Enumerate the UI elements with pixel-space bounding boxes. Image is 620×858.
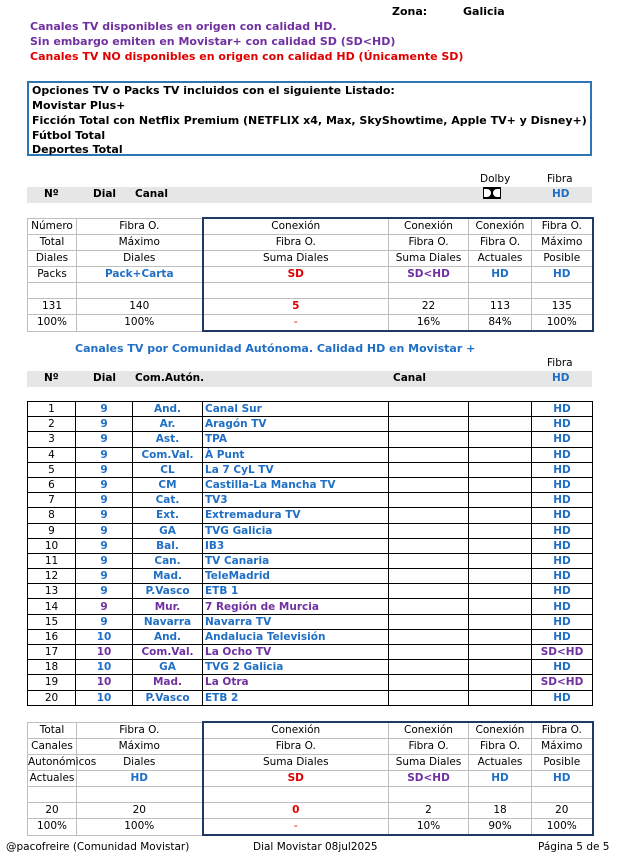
channel-row (28, 599, 593, 614)
summary-row (28, 299, 593, 315)
channel-empty (389, 477, 469, 492)
channel-row (28, 645, 593, 660)
channel-community: P.Vasco (133, 690, 203, 705)
footer-page: Página 5 de 5 (538, 841, 610, 853)
hd-header: HD (552, 188, 570, 200)
channel-quality: SD<HD (532, 675, 593, 690)
channel-row (28, 675, 593, 690)
summary-cell: 5 (203, 299, 389, 315)
channel-empty (469, 629, 532, 644)
channel-empty (389, 599, 469, 614)
summary-cell: 131 (28, 299, 77, 315)
summary-cell: Canales (28, 739, 77, 755)
summary-row (28, 315, 593, 332)
channel-empty (389, 493, 469, 508)
hd-header-2: HD (552, 372, 570, 384)
channel-empty (469, 477, 532, 492)
channel-quality: HD (532, 477, 593, 492)
summary-cell: 100% (532, 315, 593, 332)
legend-sd-line: Canales TV NO disponibles en origen con calidad HD (Únicamente SD) (30, 50, 464, 63)
channel-number: 14 (28, 599, 76, 614)
summary-row (28, 787, 593, 803)
channel-empty (469, 584, 532, 599)
summary-cell: HD (469, 267, 532, 283)
channel-name: ETB 2 (203, 690, 389, 705)
summary-cell: Diales (28, 251, 77, 267)
summary-row (28, 803, 593, 819)
channel-quality: HD (532, 614, 593, 629)
channel-dial: 10 (76, 675, 133, 690)
channel-community: Mur. (133, 599, 203, 614)
channel-empty (469, 402, 532, 417)
summary-row (28, 235, 593, 251)
summary-cell: 18 (469, 803, 532, 819)
channel-empty (389, 523, 469, 538)
summary-row (28, 251, 593, 267)
channel-community: Mad. (133, 675, 203, 690)
col-num-header-2: Nº (44, 372, 59, 384)
legend-sdhd-line: Sin embargo emiten en Movistar+ con calidad SD (SD<HD) (30, 35, 396, 48)
channel-community: Ast. (133, 432, 203, 447)
summary-cell: Fibra O. (469, 739, 532, 755)
channel-name: Extremadura TV (203, 508, 389, 523)
channel-community: Com.Val. (133, 447, 203, 462)
summary-row (28, 218, 593, 235)
channel-empty (389, 402, 469, 417)
channel-name: Navarra TV (203, 614, 389, 629)
col-num-header: Nº (44, 188, 59, 200)
summary-cell: Posible (532, 755, 593, 771)
channel-number: 3 (28, 432, 76, 447)
footer-author: @pacofreire (Comunidad Movistar) (6, 841, 190, 853)
channel-number: 17 (28, 645, 76, 660)
channel-empty (389, 660, 469, 675)
channel-quality: HD (532, 629, 593, 644)
channel-empty (469, 462, 532, 477)
channel-empty (469, 447, 532, 462)
summary-cell: 16% (389, 315, 469, 332)
channel-empty (389, 614, 469, 629)
summary-cell: Máximo (532, 235, 593, 251)
channel-dial: 9 (76, 462, 133, 477)
col-canal-header-2: Canal (393, 372, 426, 384)
summary-cell: Suma Diales (203, 251, 389, 267)
channel-quality: HD (532, 660, 593, 675)
channel-quality: HD (532, 538, 593, 553)
channel-name: La Otra (203, 675, 389, 690)
col-canal-header: Canal (135, 188, 168, 200)
channel-dial: 9 (76, 447, 133, 462)
channel-number: 15 (28, 614, 76, 629)
summary-cell: Suma Diales (389, 251, 469, 267)
channel-name: La 7 CyL TV (203, 462, 389, 477)
channel-number: 6 (28, 477, 76, 492)
channel-name: TPA (203, 432, 389, 447)
summary-row (28, 819, 593, 836)
channel-community: Bal. (133, 538, 203, 553)
summary-cell (28, 787, 77, 803)
channel-quality: HD (532, 432, 593, 447)
summary-cell: 84% (469, 315, 532, 332)
summary-cell: Fibra O. (203, 235, 389, 251)
summary-cell: Conexión (203, 218, 389, 235)
channel-row (28, 538, 593, 553)
summary-cell: HD (532, 267, 593, 283)
channel-number: 12 (28, 569, 76, 584)
channel-empty (469, 645, 532, 660)
channel-empty (469, 614, 532, 629)
channel-dial: 9 (76, 584, 133, 599)
summary-cell: 20 (28, 803, 77, 819)
summary-cell (389, 787, 469, 803)
channel-empty (389, 553, 469, 568)
channel-dial: 9 (76, 402, 133, 417)
summary-cell: Máximo (77, 739, 203, 755)
summary-cell: Conexión (469, 218, 532, 235)
summary-cell: Conexión (203, 722, 389, 739)
channel-quality: HD (532, 584, 593, 599)
channel-row (28, 553, 593, 568)
channel-number: 16 (28, 629, 76, 644)
channel-quality: HD (532, 569, 593, 584)
channel-dial: 9 (76, 569, 133, 584)
channel-quality: HD (532, 690, 593, 705)
channel-quality: SD<HD (532, 645, 593, 660)
channel-community: GA (133, 660, 203, 675)
channel-community: Can. (133, 553, 203, 568)
section2-title: Canales TV por Comunidad Autónoma. Calidad HD en Movistar + (75, 342, 476, 355)
summary-cell: Conexión (389, 722, 469, 739)
channel-community: CL (133, 462, 203, 477)
summary-cell: Fibra O. (469, 235, 532, 251)
summary-cell: 100% (532, 819, 593, 836)
channel-row (28, 523, 593, 538)
channel-dial: 10 (76, 660, 133, 675)
summary-row (28, 771, 593, 787)
summary-cell: SD<HD (389, 771, 469, 787)
channel-community: GA (133, 523, 203, 538)
channel-row (28, 493, 593, 508)
channel-name: Aragón TV (203, 417, 389, 432)
channel-number: 5 (28, 462, 76, 477)
channel-quality: HD (532, 402, 593, 417)
channel-name: TV3 (203, 493, 389, 508)
channel-dial: 9 (76, 508, 133, 523)
summary-cell (532, 283, 593, 299)
summary-cell: Pack+Carta (77, 267, 203, 283)
summary-cell: 100% (77, 315, 203, 332)
channel-row (28, 569, 593, 584)
summary-row (28, 267, 593, 283)
channel-row (28, 508, 593, 523)
summary-cell: Fibra O. (389, 235, 469, 251)
channel-dial: 9 (76, 553, 133, 568)
channel-name: La Ocho TV (203, 645, 389, 660)
channel-community: And. (133, 629, 203, 644)
channel-dial: 9 (76, 477, 133, 492)
channel-row (28, 690, 593, 705)
summary-cell: 10% (389, 819, 469, 836)
channel-quality: HD (532, 462, 593, 477)
summary-cell: HD (469, 771, 532, 787)
summary-cell: Autonómicos (28, 755, 77, 771)
footer-title: Dial Movistar 08jul2025 (253, 841, 378, 853)
channels-table (27, 401, 593, 706)
summary-cell: 100% (28, 315, 77, 332)
channel-quality: HD (532, 493, 593, 508)
channel-row (28, 584, 593, 599)
channel-name: TeleMadrid (203, 569, 389, 584)
channel-dial: 10 (76, 645, 133, 660)
channel-row (28, 462, 593, 477)
summary-cell (469, 787, 532, 803)
summary-cell: Actuales (28, 771, 77, 787)
summary-cell: HD (532, 771, 593, 787)
summary-cell: 22 (389, 299, 469, 315)
legend-hd-line: Canales TV disponibles en origen con calidad HD. (30, 20, 337, 33)
option-item: Ficción Total con Netflix Premium (NETFLIX x4, Max, SkyShowtime, Apple TV+ y Disney+) (32, 114, 587, 127)
channel-dial: 9 (76, 493, 133, 508)
channel-empty (469, 538, 532, 553)
summary-table-2 (27, 721, 594, 836)
summary-cell: Fibra O. (389, 739, 469, 755)
channel-empty (389, 508, 469, 523)
summary-cell: 0 (203, 803, 389, 819)
packs-options-box (27, 81, 592, 156)
channel-name: 7 Región de Murcia (203, 599, 389, 614)
summary-cell: Fibra O. (77, 218, 203, 235)
channel-number: 1 (28, 402, 76, 417)
channel-row (28, 477, 593, 492)
channel-name: À Punt (203, 447, 389, 462)
summary-cell: Conexión (389, 218, 469, 235)
channel-number: 7 (28, 493, 76, 508)
channel-empty (389, 584, 469, 599)
channel-name: Andalucia Televisión (203, 629, 389, 644)
channel-empty (389, 538, 469, 553)
channel-dial: 9 (76, 417, 133, 432)
channel-row (28, 447, 593, 462)
option-item: Movistar Plus+ (32, 99, 126, 112)
summary-cell: SD (203, 267, 389, 283)
summary-cell: 100% (77, 819, 203, 836)
channel-number: 8 (28, 508, 76, 523)
option-item: Deportes Total (32, 143, 123, 156)
channel-number: 2 (28, 417, 76, 432)
dolby-label: Dolby (480, 173, 511, 185)
channel-community: Mad. (133, 569, 203, 584)
summary-cell: 135 (532, 299, 593, 315)
channel-community: Ext. (133, 508, 203, 523)
col-com-header: Com.Autón. (135, 372, 205, 384)
summary-cell: Fibra O. (532, 722, 593, 739)
channel-row (28, 660, 593, 675)
channel-empty (389, 690, 469, 705)
channel-row (28, 432, 593, 447)
channel-number: 11 (28, 553, 76, 568)
summary-cell (469, 283, 532, 299)
summary-cell (203, 283, 389, 299)
summary-cell: Packs (28, 267, 77, 283)
channel-row (28, 629, 593, 644)
options-title: Opciones TV o Packs TV incluidos con el siguiente Listado: (32, 84, 395, 97)
summary-cell (203, 787, 389, 803)
summary-cell (77, 283, 203, 299)
channel-name: Canal Sur (203, 402, 389, 417)
dolby-icon (483, 187, 501, 199)
channel-row (28, 614, 593, 629)
channel-number: 20 (28, 690, 76, 705)
channel-community: Com.Val. (133, 645, 203, 660)
channel-dial: 10 (76, 629, 133, 644)
channel-empty (389, 417, 469, 432)
col-dial-header: Dial (93, 188, 116, 200)
summary-cell (77, 787, 203, 803)
channel-row (28, 402, 593, 417)
summary-cell: Máximo (77, 235, 203, 251)
summary-cell: Número (28, 218, 77, 235)
summary-cell: 113 (469, 299, 532, 315)
summary-cell: 140 (77, 299, 203, 315)
summary-row (28, 283, 593, 299)
channel-dial: 9 (76, 432, 133, 447)
channel-quality: HD (532, 523, 593, 538)
summary-cell: 20 (77, 803, 203, 819)
summary-table-1 (27, 217, 594, 332)
summary-cell: 20 (532, 803, 593, 819)
channel-dial: 9 (76, 538, 133, 553)
channel-name: ETB 1 (203, 584, 389, 599)
summary-cell: SD<HD (389, 267, 469, 283)
summary-cell: SD (203, 771, 389, 787)
channel-empty (469, 569, 532, 584)
channel-row (28, 417, 593, 432)
summary-cell: Fibra O. (203, 739, 389, 755)
option-item: Fútbol Total (32, 129, 106, 142)
summary-cell: Suma Diales (389, 755, 469, 771)
channel-empty (469, 690, 532, 705)
summary-cell: Actuales (469, 755, 532, 771)
channel-empty (469, 599, 532, 614)
channel-empty (469, 432, 532, 447)
channel-empty (469, 493, 532, 508)
summary-cell: Diales (77, 251, 203, 267)
channel-quality: HD (532, 599, 593, 614)
col-dial-header-2: Dial (93, 372, 116, 384)
channel-empty (389, 629, 469, 644)
fibra-label-2: Fibra (547, 357, 573, 369)
channel-number: 9 (28, 523, 76, 538)
summary-cell: - (203, 315, 389, 332)
channel-name: Castilla-La Mancha TV (203, 477, 389, 492)
summary-cell: Actuales (469, 251, 532, 267)
channel-quality: HD (532, 447, 593, 462)
channel-empty (469, 675, 532, 690)
channel-empty (469, 523, 532, 538)
channel-empty (469, 553, 532, 568)
channel-name: TV Canaria (203, 553, 389, 568)
channel-name: IB3 (203, 538, 389, 553)
summary-cell: Suma Diales (203, 755, 389, 771)
channel-number: 19 (28, 675, 76, 690)
channel-empty (389, 569, 469, 584)
fibra-label: Fibra (547, 173, 573, 185)
summary-cell (389, 283, 469, 299)
channel-number: 4 (28, 447, 76, 462)
channel-number: 13 (28, 584, 76, 599)
channel-community: Ar. (133, 417, 203, 432)
summary-cell: 100% (28, 819, 77, 836)
summary-cell: Máximo (532, 739, 593, 755)
channel-name: TVG 2 Galicia (203, 660, 389, 675)
channel-quality: HD (532, 553, 593, 568)
channel-quality: HD (532, 508, 593, 523)
channel-community: CM (133, 477, 203, 492)
summary-cell: Conexión (469, 722, 532, 739)
summary-cell (532, 787, 593, 803)
channel-name: TVG Galicia (203, 523, 389, 538)
summary-cell: HD (77, 771, 203, 787)
summary-cell: Fibra O. (77, 722, 203, 739)
summary-cell: 90% (469, 819, 532, 836)
channel-community: Navarra (133, 614, 203, 629)
channel-empty (389, 645, 469, 660)
channel-community: P.Vasco (133, 584, 203, 599)
summary-cell (28, 283, 77, 299)
summary-cell: Total (28, 235, 77, 251)
summary-row (28, 722, 593, 739)
zona-value: Galicia (463, 5, 505, 18)
channel-community: Cat. (133, 493, 203, 508)
channel-dial: 9 (76, 614, 133, 629)
summary-row (28, 739, 593, 755)
summary-cell: 2 (389, 803, 469, 819)
channel-community: And. (133, 402, 203, 417)
channel-empty (389, 462, 469, 477)
channel-empty (469, 508, 532, 523)
channel-empty (389, 447, 469, 462)
channel-empty (469, 660, 532, 675)
channel-dial: 10 (76, 690, 133, 705)
channel-dial: 9 (76, 523, 133, 538)
summary-cell: Total (28, 722, 77, 739)
zona-label: Zona: (392, 5, 428, 18)
summary-row (28, 755, 593, 771)
channel-empty (389, 675, 469, 690)
channel-empty (389, 432, 469, 447)
summary-cell: - (203, 819, 389, 836)
channel-number: 10 (28, 538, 76, 553)
summary-cell: Diales (77, 755, 203, 771)
summary-cell: Posible (532, 251, 593, 267)
channel-number: 18 (28, 660, 76, 675)
channel-empty (469, 417, 532, 432)
channel-dial: 9 (76, 599, 133, 614)
summary-cell: Fibra O. (532, 218, 593, 235)
channel-quality: HD (532, 417, 593, 432)
